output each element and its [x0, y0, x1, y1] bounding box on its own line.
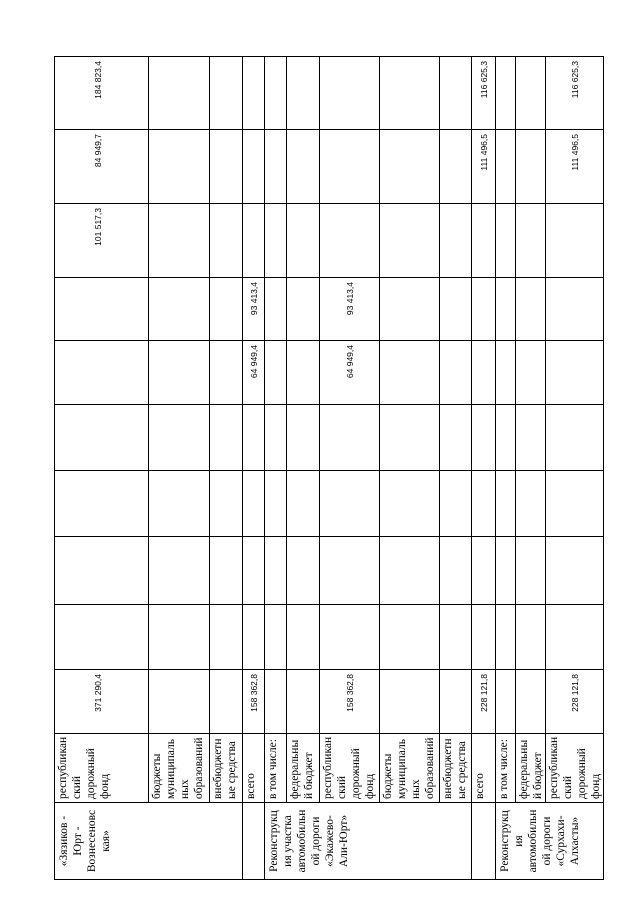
- funding-source-cell: федеральны й бюджет: [287, 734, 320, 803]
- amount-cell: [265, 130, 287, 204]
- table-row: [265, 0, 287, 880]
- amount-cell: [149, 204, 210, 278]
- amount-cell: 64 949,4: [320, 341, 380, 405]
- amount-cell: 93 413,4: [243, 278, 265, 341]
- rotated-table-wrapper: [54, 17, 602, 880]
- table-row: [149, 0, 210, 880]
- amount-cell: [472, 405, 496, 471]
- amount-cell: [320, 537, 380, 605]
- amount-cell: [287, 670, 320, 734]
- amount-cell: [516, 278, 546, 341]
- amount-cell: [472, 278, 496, 341]
- road-name-empty: [243, 803, 265, 880]
- amount-cell: [210, 405, 243, 471]
- amount-cell: [546, 341, 604, 405]
- amount-cell: [265, 57, 287, 130]
- amount-cell: [55, 605, 149, 670]
- amount-cell: [210, 204, 243, 278]
- amount-cell: [149, 278, 210, 341]
- amount-cell: 228 121,8: [546, 670, 604, 734]
- table-row: [320, 0, 380, 880]
- amount-cell: [472, 471, 496, 537]
- amount-cell: [472, 341, 496, 405]
- amount-cell: [243, 130, 265, 204]
- amount-cell: [516, 605, 546, 670]
- amount-cell: [243, 605, 265, 670]
- amount-cell: [320, 605, 380, 670]
- amount-cell: 111 496,5: [546, 130, 604, 204]
- amount-cell: [440, 471, 472, 537]
- road-name-ekazhevo: Реконструкц ия участка автомобильн ой дороги «Экажево- Али-Юрт»: [265, 803, 472, 880]
- amount-cell: [516, 471, 546, 537]
- amount-cell: [546, 537, 604, 605]
- amount-cell: [243, 57, 265, 130]
- amount-cell: [546, 405, 604, 471]
- amount-cell: [380, 537, 440, 605]
- amount-cell: [265, 278, 287, 341]
- amount-cell: [320, 405, 380, 471]
- table-row: [287, 0, 320, 880]
- amount-cell: [472, 204, 496, 278]
- funding-source-cell: в том числе:: [496, 734, 516, 803]
- amount-cell: [243, 537, 265, 605]
- amount-cell: [55, 471, 149, 537]
- amount-cell: [380, 204, 440, 278]
- amount-cell: [55, 537, 149, 605]
- amount-cell: 184 823,4: [55, 57, 149, 130]
- amount-cell: [287, 605, 320, 670]
- financing-table: [54, 0, 604, 880]
- amount-cell: [472, 537, 496, 605]
- amount-cell: [516, 670, 546, 734]
- table-row: [380, 0, 440, 880]
- amount-cell: [149, 57, 210, 130]
- amount-cell: [265, 204, 287, 278]
- amount-cell: [380, 405, 440, 471]
- amount-cell: [496, 204, 516, 278]
- amount-cell: [210, 341, 243, 405]
- amount-cell: [440, 278, 472, 341]
- amount-cell: [287, 341, 320, 405]
- amount-cell: [320, 130, 380, 204]
- amount-cell: [149, 537, 210, 605]
- amount-cell: [496, 57, 516, 130]
- amount-cell: [210, 605, 243, 670]
- amount-cell: [496, 605, 516, 670]
- amount-cell: [265, 605, 287, 670]
- table-row: [472, 0, 496, 880]
- amount-cell: 101 517,3: [55, 204, 149, 278]
- amount-cell: [55, 405, 149, 471]
- amount-cell: 84 949,7: [55, 130, 149, 204]
- amount-cell: [243, 204, 265, 278]
- amount-cell: [546, 471, 604, 537]
- amount-cell: [210, 57, 243, 130]
- amount-cell: [265, 405, 287, 471]
- amount-cell: 158 362,8: [320, 670, 380, 734]
- amount-cell: [243, 471, 265, 537]
- amount-cell: 111 496,5: [472, 130, 496, 204]
- funding-source-cell: республикан ский дорожный фонд: [320, 734, 380, 803]
- amount-cell: 64 949,4: [243, 341, 265, 405]
- funding-source-cell: всего: [243, 734, 265, 803]
- funding-source-cell: бюджеты муниципаль ных образований: [149, 734, 210, 803]
- amount-cell: [516, 405, 546, 471]
- amount-cell: [380, 605, 440, 670]
- amount-cell: [265, 670, 287, 734]
- amount-cell: [265, 471, 287, 537]
- funding-source-cell: всего: [472, 734, 496, 803]
- amount-cell: [440, 204, 472, 278]
- amount-cell: [287, 537, 320, 605]
- amount-cell: [496, 405, 516, 471]
- funding-source-cell: федеральны й бюджет: [516, 734, 546, 803]
- funding-source-cell: внебюджетн ые средства: [440, 734, 472, 803]
- amount-cell: [440, 537, 472, 605]
- amount-cell: [380, 670, 440, 734]
- amount-cell: [149, 605, 210, 670]
- amount-cell: [516, 204, 546, 278]
- road-name-empty: [472, 803, 496, 880]
- amount-cell: [265, 537, 287, 605]
- amount-cell: [516, 341, 546, 405]
- amount-cell: [265, 341, 287, 405]
- amount-cell: [440, 670, 472, 734]
- amount-cell: [496, 537, 516, 605]
- amount-cell: [380, 471, 440, 537]
- amount-cell: [516, 537, 546, 605]
- table-row: [516, 0, 546, 880]
- amount-cell: [546, 278, 604, 341]
- amount-cell: [546, 605, 604, 670]
- amount-cell: [210, 670, 243, 734]
- amount-cell: 158 362,8: [243, 670, 265, 734]
- amount-cell: [496, 130, 516, 204]
- funding-source-cell: внебюджетн ые средства: [210, 734, 243, 803]
- amount-cell: 371 290,4: [55, 670, 149, 734]
- amount-cell: [380, 278, 440, 341]
- table-row: [496, 0, 516, 880]
- table-row: [243, 0, 265, 880]
- table-row: [210, 0, 243, 880]
- amount-cell: [440, 57, 472, 130]
- amount-cell: [516, 57, 546, 130]
- amount-cell: [320, 204, 380, 278]
- amount-cell: [496, 341, 516, 405]
- amount-cell: [546, 204, 604, 278]
- amount-cell: [55, 278, 149, 341]
- amount-cell: [287, 471, 320, 537]
- table-row: [55, 0, 149, 880]
- amount-cell: [380, 341, 440, 405]
- amount-cell: [440, 405, 472, 471]
- amount-cell: [320, 471, 380, 537]
- road-name-surkhakhi: Реконструкц ия автомобильн ой дороги «Сурхахи- Алхасты»: [496, 803, 604, 880]
- amount-cell: [440, 605, 472, 670]
- amount-cell: [149, 130, 210, 204]
- amount-cell: [149, 341, 210, 405]
- funding-source-cell: в том числе:: [265, 734, 287, 803]
- amount-cell: [149, 405, 210, 471]
- amount-cell: [440, 341, 472, 405]
- funding-source-cell: республикан ский дорожный фонд: [55, 734, 149, 803]
- amount-cell: [287, 278, 320, 341]
- amount-cell: [440, 130, 472, 204]
- amount-cell: 116 625,3: [546, 57, 604, 130]
- amount-cell: 93 413,4: [320, 278, 380, 341]
- amount-cell: [210, 130, 243, 204]
- amount-cell: [149, 670, 210, 734]
- amount-cell: [380, 130, 440, 204]
- amount-cell: [516, 130, 546, 204]
- amount-cell: [55, 341, 149, 405]
- funding-source-cell: бюджеты муниципаль ных образований: [380, 734, 440, 803]
- amount-cell: 228 121,8: [472, 670, 496, 734]
- amount-cell: [149, 471, 210, 537]
- amount-cell: [496, 278, 516, 341]
- amount-cell: [287, 405, 320, 471]
- amount-cell: [287, 57, 320, 130]
- amount-cell: [320, 57, 380, 130]
- table-row: [546, 0, 604, 880]
- amount-cell: 116 625,3: [472, 57, 496, 130]
- funding-source-cell: республикан ский дорожный фонд: [546, 734, 604, 803]
- amount-cell: [380, 57, 440, 130]
- amount-cell: [472, 605, 496, 670]
- amount-cell: [496, 670, 516, 734]
- amount-cell: [287, 130, 320, 204]
- amount-cell: [210, 278, 243, 341]
- table-row: [440, 0, 472, 880]
- amount-cell: [496, 471, 516, 537]
- amount-cell: [210, 471, 243, 537]
- amount-cell: [243, 405, 265, 471]
- road-name-zyazikov: «Зязиков - Юрт - Вознесеновс кая»: [55, 803, 243, 880]
- amount-cell: [210, 537, 243, 605]
- amount-cell: [287, 204, 320, 278]
